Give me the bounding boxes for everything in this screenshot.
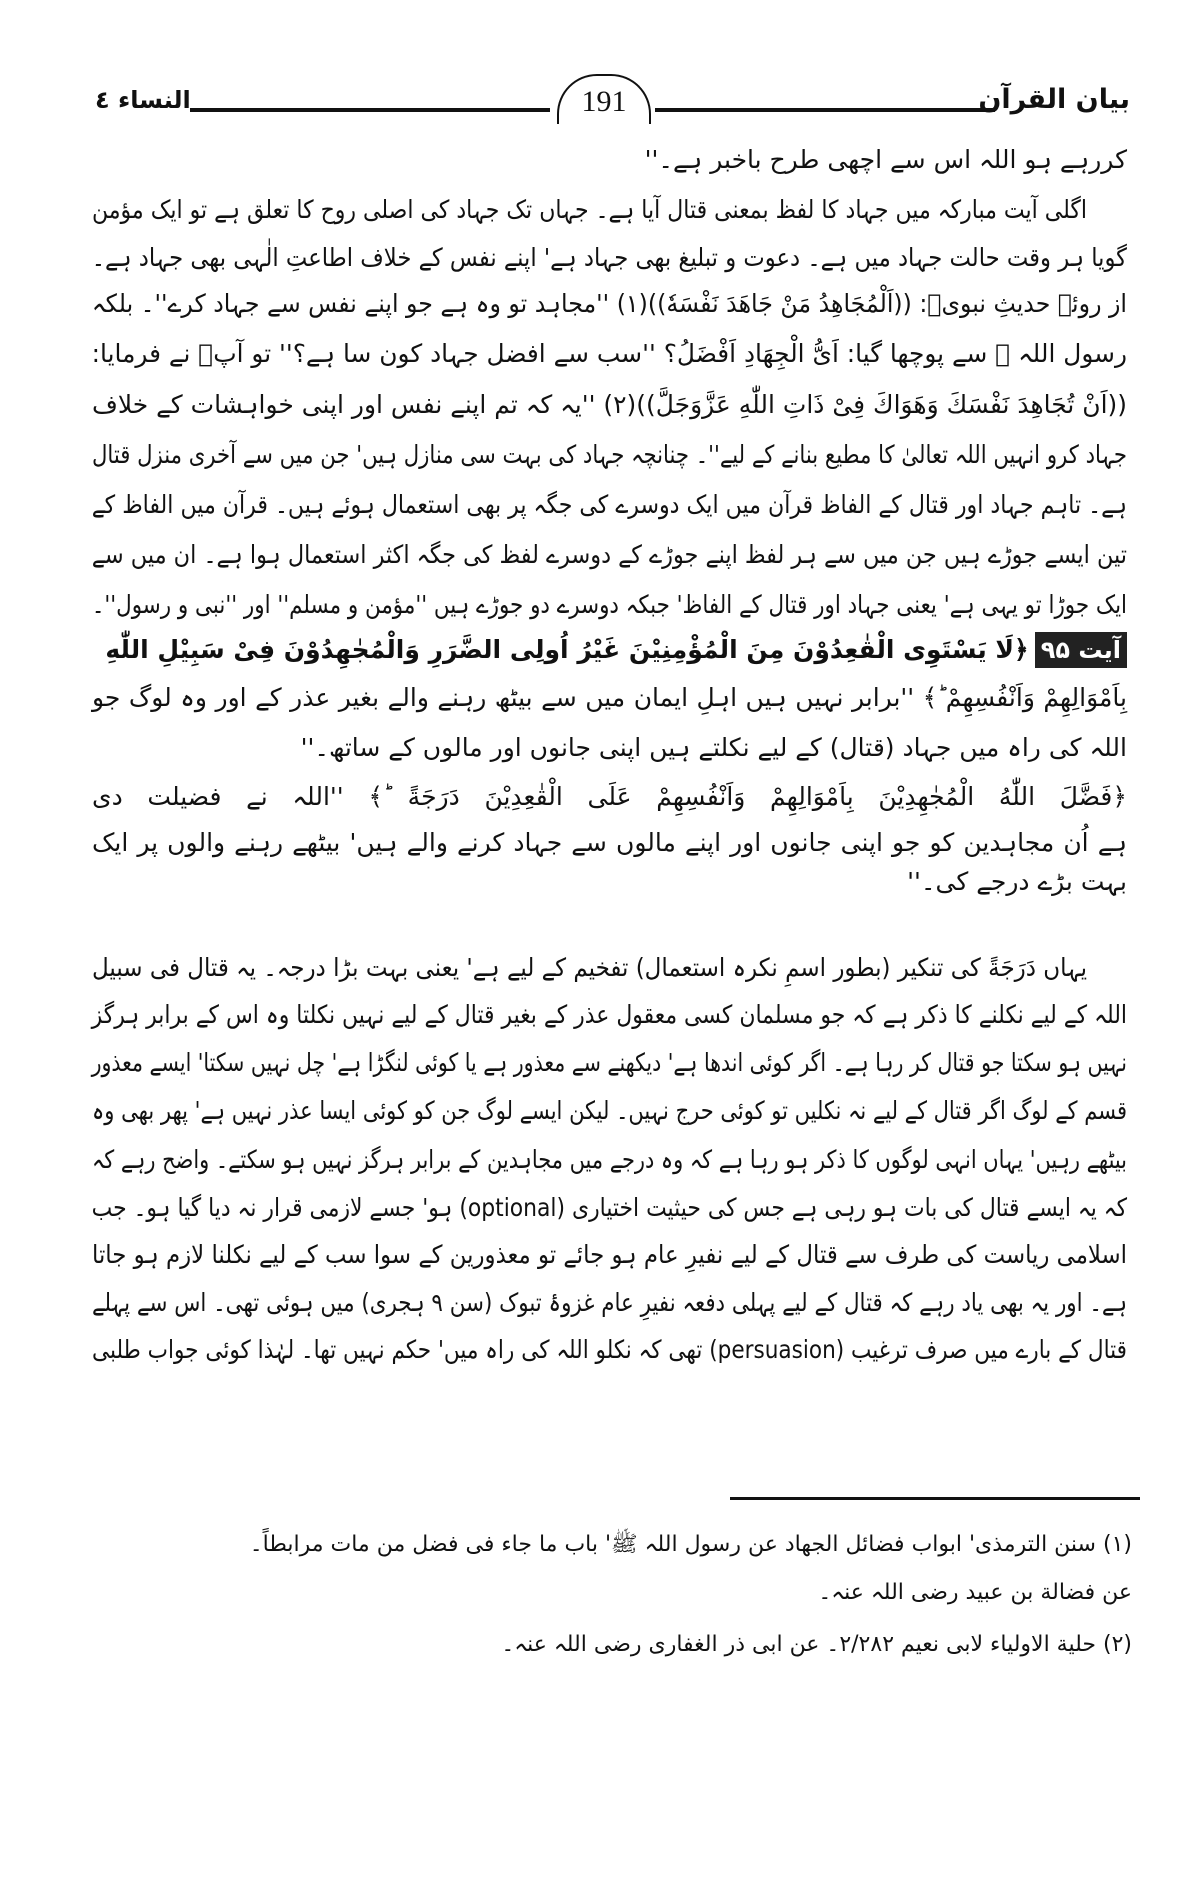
footnote-1-continuation: عن فضالة بن عبید رضی اللہ عنہ۔ — [818, 1580, 1132, 1605]
text-line: اگلی آیت مبارکہ میں جہاد کا لفظ بمعنی قتال آیا ہے۔ جہاں تک جہاد کی اصلی روح کا تعلق ہے تو ایک مؤمن — [92, 195, 1087, 224]
footnote-divider — [730, 1497, 1140, 1500]
text-line: گویا ہر وقت حالت جہاد میں ہے۔ دعوت و تبلیغ بھی جہاد ہے' اپنے نفس کے خلاف اطاعتِ الٰہی بھی جہاد ہے۔ — [91, 243, 1128, 272]
text-line: ایک جوڑا تو یہی ہے' یعنی جہاد اور قتال کے الفاظ' جبکہ دوسرے دو جوڑے ہیں ''مؤمن و مسلم'' اور ''نبی و رسول''۔ — [91, 590, 1127, 619]
text-line: ہے۔ تاہم جہاد اور قتال کے الفاظ قرآن میں ایک دوسرے کی جگہ پر بھی استعمال ہوئے ہیں۔ قرآن میں الفاظ کے — [91, 490, 1128, 519]
text-line: اسلامی ریاست کی طرف سے قتال کے لیے نفیرِ عام ہو جائے تو معذورین کے سوا سب کے لیے نکلنا لازم ہو جاتا — [92, 1240, 1127, 1269]
text-line: کہ یہ ایسے قتال کی بات ہو رہی ہے جس کی حیثیت اختیاری (optional) ہو' جسے لازمی قرار نہ دیا گیا ہو۔ جب — [91, 1193, 1127, 1222]
text-line: اللہ کی راہ میں جہاد (قتال) کے لیے نکلتے ہیں اپنی جانوں اور مالوں کے ساتھ۔'' — [300, 733, 1127, 762]
ayah-number-badge: آیت ۹۵ — [1035, 632, 1127, 668]
text-line: ((اَنْ تُجَاهِدَ نَفْسَكَ وَهَوَاكَ فِیْ ذَاتِ اللّٰهِ عَزَّوَجَلَّ))(۲) ''یہ کہ تم اپنے نفس اور اپنی خواہشات کے خلاف — [92, 390, 1127, 419]
text-line: کررہے ہو اللہ اس سے اچھی طرح باخبر ہے۔'' — [644, 145, 1127, 174]
footnote-1: (۱) سنن الترمذی' ابواب فضائل الجهاد عن رسول اللہ ﷺ' باب ما جاء فی فضل من مات مرابطاً۔ — [249, 1532, 1132, 1557]
surah-name: النساء ٤ — [95, 86, 191, 114]
text-line: از روئے حدیثِ نبویؐ: ((اَلْمُجَاهِدُ مَنْ جَاهَدَ نَفْسَهٗ))(۱) ''مجاہد تو وہ ہے جو اپنے نفس سے جہاد کرے''۔ بلکہ — [91, 289, 1127, 318]
text-line: اللہ کے لیے نکلنے کا ذکر ہے کہ جو مسلمان کسی معقول عذر کے بغیر قتال کے لیے نہیں نکلتا وہ اس کے برابر ہرگز — [91, 1000, 1127, 1029]
text-line: رسول اللہ ﷺ سے پوچھا گیا: اَیُّ الْجِهَادِ اَفْضَلُ؟ ''سب سے افضل جہاد کون سا ہے؟'' تو آپؐ نے فرمایا: — [91, 339, 1127, 368]
text-line: ہے اُن مجاہدین کو جو اپنی جانوں اور اپنے مالوں سے جہاد کرنے والے ہیں' بیٹھے رہنے والوں پر ایک — [92, 828, 1127, 857]
header-rule-right — [655, 108, 995, 112]
page-number: 191 — [557, 74, 651, 124]
ayah-line: ﴿فَضَّلَ اللّٰهُ الْمُجٰهِدِیْنَ بِاَمْوَالِهِمْ وَاَنْفُسِهِمْ عَلَی الْقٰعِدِیْنَ دَرَجَةً ؕ﴾ ''اللہ نے فضیلت دی — [92, 782, 1127, 811]
text-line: بہت بڑے درجے کی۔'' — [907, 867, 1127, 896]
text-line: قسم کے لوگ اگر قتال کے لیے نہ نکلیں تو کوئی حرج نہیں۔ لیکن ایسے لوگ جن کو کوئی ایسا عذر نہیں ہے' پھر بھی وہ — [92, 1096, 1127, 1125]
header-rule-left — [190, 108, 550, 112]
text-line: نہیں ہو سکتا جو قتال کر رہا ہے۔ اگر کوئی اندھا ہے' دیکھنے سے معذور ہے یا کوئی لنگڑا ہے' چل نہیں سکتا' ایسے معذور — [91, 1048, 1127, 1077]
footnote-2: (۲) حلیة الاولیاء لابی نعیم ۲/۲۸۲۔ عن ابی ذر الغفاری رضی اللہ عنہ۔ — [501, 1632, 1132, 1657]
page-header — [95, 80, 1130, 130]
text-line: یہاں دَرَجَةً کی تنکیر (بطور اسمِ نکرہ استعمال) تفخیم کے لیے ہے' یعنی بہت بڑا درجہ۔ یہ قتال فی سبیل — [92, 953, 1087, 982]
text-line: ہے۔ اور یہ بھی یاد رہے کہ قتال کے لیے پہلی دفعہ نفیرِ عام غزوۂ تبوک (سن ۹ ہجری) میں ہوئی تھی۔ اس سے پہلے — [92, 1288, 1127, 1317]
text-line: قتال کے بارے میں صرف ترغیب (persuasion) تھی کہ نکلو اللہ کی راہ میں' حکم نہیں تھا۔ لہٰذا کوئی جواب طلبی — [92, 1335, 1127, 1364]
ayah-line: آیت ۹۵﴿لَا یَسْتَوِی الْقٰعِدُوْنَ مِنَ الْمُؤْمِنِیْنَ غَیْرُ اُولِی الضَّرَرِ وَالْمُجٰهِدُوْنَ فِیْ سَبِیْلِ اللّٰهِ — [92, 628, 1127, 672]
text-line: جہاد کرو انہیں اللہ تعالیٰ کا مطیع بنانے کے لیے''۔ چنانچہ جہاد کی بہت سی منازل ہیں' جن میں سے آخری منزل قتال — [92, 440, 1127, 469]
text-line: بیٹھے رہیں' یہاں انہی لوگوں کا ذکر ہو رہا ہے کہ وہ درجے میں مجاہدین کے برابر ہرگز نہیں ہو سکتے۔ واضح رہے کہ — [92, 1145, 1127, 1174]
text-line: تین ایسے جوڑے ہیں جن میں سے ہر لفظ اپنے جوڑے کے دوسرے لفظ کی جگہ اکثر استعمال ہوا ہے۔ ان میں سے — [91, 540, 1127, 569]
text-line: بِاَمْوَالِهِمْ وَاَنْفُسِهِمْ ؕ﴾ ''برابر نہیں ہیں اہلِ ایمان میں سے بیٹھ رہنے والے بغیر عذر کے اور وہ لوگ جو — [92, 683, 1127, 712]
book-title: بیان القرآن — [978, 84, 1130, 115]
